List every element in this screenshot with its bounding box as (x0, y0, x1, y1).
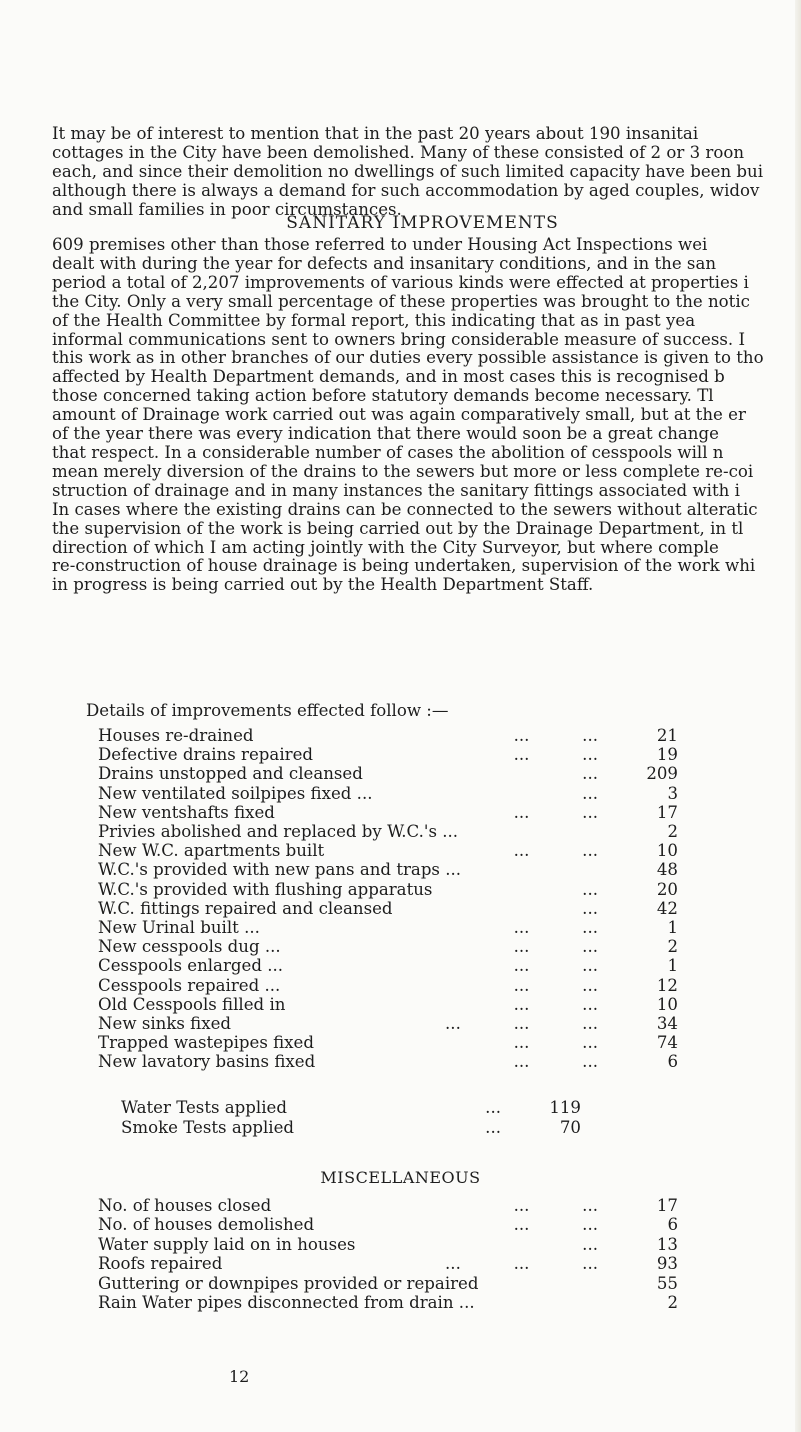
row-value: 70 (559, 1117, 581, 1137)
row-label: Water supply laid on in houses (98, 1234, 356, 1254)
row-value: 3 (667, 783, 678, 803)
row-leader-dots: ... (582, 898, 598, 918)
row-value: 10 (656, 994, 678, 1014)
row-label: No. of houses closed (98, 1196, 272, 1215)
row-leader-dots: ... ... (513, 726, 598, 745)
row-value: 42 (656, 898, 678, 918)
text-line: although there is always a demand for such accommodation by aged couples, widov (52, 180, 760, 200)
text-line: direction of which I am acting jointly with the City Surveyor, but where comple (52, 537, 719, 557)
row-value: 1 (667, 918, 678, 937)
row-label: New lavatory basins fixed (98, 1052, 316, 1072)
page-edge (795, 0, 801, 1432)
row-value: 1 (667, 956, 678, 976)
row-leader-dots: ... (582, 764, 598, 784)
row-value: 12 (656, 975, 678, 995)
row-value: 74 (656, 1033, 678, 1053)
text-line: and small families in poor circumstances. (52, 199, 402, 219)
row-value: 13 (656, 1234, 678, 1254)
row-label: New Urinal built ... (98, 918, 260, 937)
row-value: 2 (667, 822, 678, 841)
body-paragraph (52, 236, 801, 595)
text-line: re-construction of house drainage is being undertaken, supervision of the work whi (52, 556, 756, 576)
row-value: 6 (667, 1215, 678, 1235)
text-line: It may be of interest to mention that in the past 20 years about 190 insanitai (52, 124, 699, 143)
row-label: Old Cesspools filled in (98, 994, 286, 1014)
row-leader-dots: ... (582, 783, 598, 803)
row-value: 2 (667, 937, 678, 957)
section-heading: SANITARY IMPROVEMENTS (286, 213, 559, 233)
row-label: W.C. fittings repaired and cleansed (98, 898, 393, 918)
row-leader-dots: ... ... (513, 1033, 598, 1053)
row-value: 17 (656, 1196, 678, 1215)
row-leader-dots: ... ... (513, 1196, 598, 1215)
row-leader-dots: ... ... (513, 1052, 598, 1072)
row-label: W.C.'s provided with flushing apparatus (98, 879, 433, 899)
row-leader-dots: ... ... (513, 802, 598, 822)
text-line: each, and since their demolition no dwellings of such limited capacity have been bui (52, 161, 764, 181)
text-line: mean merely diversion of the drains to the sewers but more or less complete re-coi (52, 461, 754, 481)
row-value: 93 (656, 1254, 678, 1274)
row-label: Guttering or downpipes provided or repaired (98, 1273, 479, 1293)
row-value: 48 (656, 860, 678, 880)
row-leader-dots: ... ... (513, 1215, 598, 1235)
row-label: Privies abolished and replaced by W.C.'s ... (98, 822, 459, 841)
row-leader-dots: ... ... (513, 937, 598, 957)
row-leader-dots: ... ... ... (445, 1254, 598, 1274)
text-line: amount of Drainage work carried out was again comparatively small, but at the er (52, 405, 746, 425)
row-leader-dots: ... ... (513, 841, 598, 861)
row-label: New ventshafts fixed (98, 802, 275, 822)
row-label: Roofs repaired (98, 1254, 223, 1274)
row-label: Smoke Tests applied (121, 1117, 295, 1137)
row-leader-dots: ... ... (513, 745, 598, 765)
row-label: New sinks fixed (98, 1014, 232, 1033)
text-line: of the year there was every indication that there would soon be a great change (52, 424, 719, 444)
text-line: in progress is being carried out by the Health Department Staff. (52, 575, 594, 595)
row-value: 34 (656, 1014, 678, 1033)
text-line: those concerned taking action before statutory demands become necessary. Tl (52, 386, 714, 406)
row-label: New cesspools dug ... (98, 937, 281, 957)
row-label: Water Tests applied (121, 1098, 287, 1117)
row-leader-dots: ... ... ... (445, 1014, 598, 1033)
row-value: 10 (656, 841, 678, 861)
row-leader-dots: ... (582, 1234, 598, 1254)
row-label: Houses re-drained (98, 726, 254, 745)
row-value: 21 (656, 726, 678, 745)
row-label: Cesspools enlarged ... (98, 956, 284, 976)
text-line: this work as in other branches of our duties every possible assistance is given to tho (52, 348, 764, 368)
text-line: period a total of 2,207 improvements of various kinds were effected at properties i (52, 272, 749, 292)
text-line: 609 premises other than those referred to under Housing Act Inspections wei (52, 235, 708, 254)
text-line: the supervision of the work is being carried out by the Drainage Department, in tl (52, 518, 744, 538)
row-leader-dots: ... ... (513, 956, 598, 976)
page-number: 12 (229, 1367, 250, 1386)
row-label: Drains unstopped and cleansed (98, 764, 363, 784)
row-label: W.C.'s provided with new pans and traps ... (98, 860, 462, 880)
text-line: informal communications sent to owners bring considerable measure of success. I (52, 329, 746, 349)
row-leader-dots: ... ... (513, 918, 598, 937)
text-line: the City. Only a very small percentage of these properties was brought to the notic (52, 291, 750, 311)
row-value: 55 (656, 1273, 678, 1293)
intro-paragraph (52, 125, 801, 220)
row-leader-dots: ... ... (513, 975, 598, 995)
row-value: 17 (656, 802, 678, 822)
row-label: Trapped wastepipes fixed (98, 1033, 314, 1053)
row-value: 2 (667, 1293, 678, 1312)
row-value: 20 (656, 879, 678, 899)
row-value: 209 (646, 764, 678, 784)
row-label: New W.C. apartments built (98, 841, 325, 861)
row-label: Rain Water pipes disconnected from drain ... (98, 1293, 475, 1312)
row-value: 6 (667, 1052, 678, 1072)
row-value: 19 (656, 745, 678, 765)
text-line: dealt with during the year for defects and insanitary conditions, and in the san (52, 253, 717, 273)
row-label: New ventilated soilpipes fixed ... (98, 783, 373, 803)
text-line: affected by Health Department demands, and in most cases this is recognised b (52, 367, 725, 387)
text-line: of the Health Committee by formal report, this indicating that as in past yea (52, 310, 696, 330)
text-line: struction of drainage and in many instances the sanitary fittings associated with i (52, 480, 740, 500)
row-leader-dots: ... ... (513, 994, 598, 1014)
details-intro: Details of improvements effected follow :— (86, 701, 449, 720)
row-value: 119 (549, 1098, 581, 1117)
row-leader-dots: ... (485, 1117, 501, 1137)
row-leader-dots: ... (582, 879, 598, 899)
text-line: that respect. In a considerable number of cases the abolition of cesspools will n (52, 442, 724, 462)
misc-heading: MISCELLANEOUS (320, 1168, 481, 1187)
row-leader-dots: ... (485, 1098, 501, 1117)
row-label: Defective drains repaired (98, 745, 314, 765)
row-label: No. of houses demolished (98, 1215, 315, 1235)
text-line: cottages in the City have been demolished. Many of these consisted of 2 or 3 roon (52, 142, 745, 162)
text-line: In cases where the existing drains can be connected to the sewers without alteratic (52, 499, 758, 519)
row-label: Cesspools repaired ... (98, 975, 281, 995)
